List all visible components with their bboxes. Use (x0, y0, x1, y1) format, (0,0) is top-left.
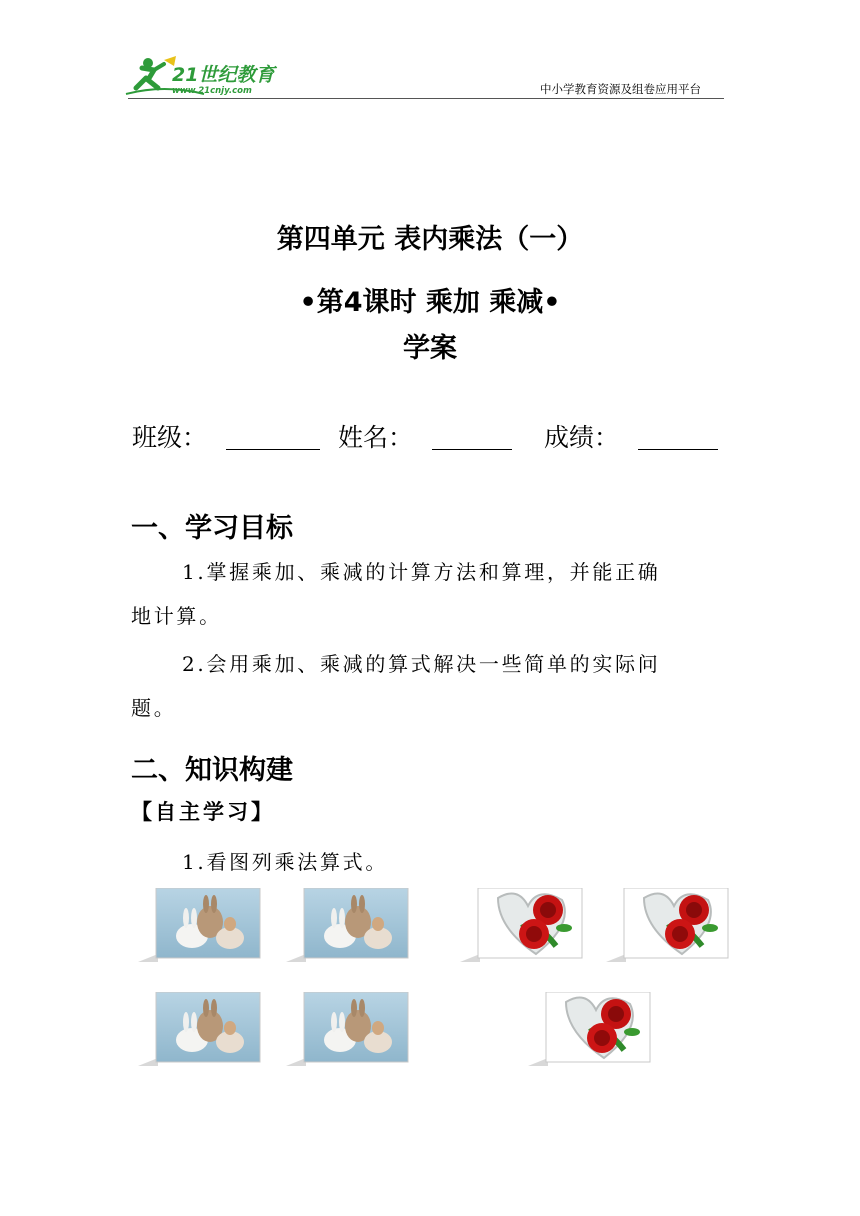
logo-url: www.21cnjy.com (172, 86, 252, 96)
section-heading-goals: 一、学习目标 (131, 513, 293, 544)
roses-heart-picture (460, 888, 584, 964)
rabbits-picture (138, 992, 262, 1068)
goal-1-line-2: 地计算。 (131, 604, 222, 628)
subheading-self-study: 【自主学习】 (131, 800, 275, 824)
roses-heart-picture (528, 992, 652, 1068)
rabbits-picture (286, 888, 410, 964)
platform-label: 中小学教育资源及组卷应用平台 (540, 82, 701, 96)
goal-2-line-2: 题。 (131, 696, 177, 720)
logo-text: 21世纪教育 (172, 64, 275, 86)
lesson-title: •第4课时 乘加 乘减• (299, 287, 561, 318)
document-type: 学案 (403, 333, 457, 364)
student-info (132, 418, 732, 454)
goal-2-line-1: 2.会用乘加、乘减的算式解决一些简单的实际问 (182, 652, 661, 676)
score-blank[interactable] (638, 449, 718, 450)
rabbits-picture (286, 992, 410, 1068)
score-label: 成绩： (544, 423, 620, 452)
roses-heart-picture (606, 888, 730, 964)
class-blank[interactable] (226, 449, 320, 450)
rabbits-picture (138, 888, 262, 964)
name-label: 姓名： (338, 423, 414, 452)
name-blank[interactable] (432, 449, 512, 450)
class-label: 班级： (132, 423, 208, 452)
task-1: 1.看图列乘法算式。 (182, 850, 389, 874)
goal-1-line-1: 1.掌握乘加、乘减的计算方法和算理，并能正确 (182, 560, 661, 584)
header-divider (128, 98, 724, 99)
section-heading-knowledge: 二、知识构建 (131, 755, 293, 786)
unit-title: 第四单元 表内乘法（一） (276, 224, 584, 255)
